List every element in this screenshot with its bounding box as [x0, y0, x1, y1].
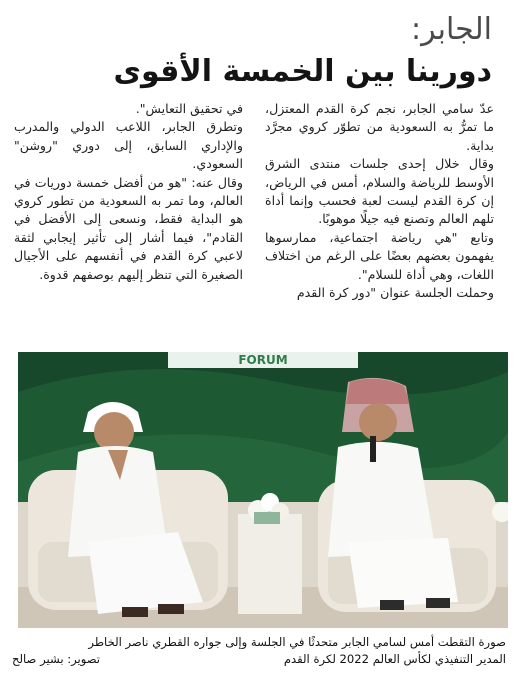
headline: [14, 8, 492, 92]
photo-illustration: [18, 352, 508, 628]
caption-line-2: المدير التنفيذي لكأس العالم 2022 لكرة القدم: [283, 652, 506, 666]
article-column-2: [14, 100, 243, 340]
paragraph: وحملت الجلسة عنوان "دور كرة القدم: [296, 285, 494, 301]
paragraph: عدّ سامي الجابر، نجم كرة القدم المعتزل، ما تمرُّ به السعودية من تطوّر كروي مجرَّد بداية.: [265, 101, 494, 153]
banner-text: FORUM: [238, 353, 288, 367]
paragraph: وقال خلال إحدى جلسات منتدى الشرق الأوسط للرياضة والسلام، أمس في الرياض، إن كرة القدم ليست لعبة فحسب وإنما أداة تلهم العالم وتصنع فيه جيلًا موهوبًا.: [265, 156, 494, 227]
article-column-1: [265, 100, 494, 340]
news-photo: [18, 352, 508, 628]
caption-line-1: صورة التقطت أمس لسامي الجابر متحدثًا في الجلسة وإلى جواره القطري ناصر الخاطر: [88, 635, 506, 649]
paragraph: وقال عنه: "هو من أفضل خمسة دوريات في العالم، وما تمر به السعودية من تطور كروي هو البداية فقط، ونسعى إلى الأفضل في القادم"، فيما أشار إلى تأثير إيجابي لثقة لاعبي كرة القدم في أنفسهم على الأجيال الصغيرة التي تنظر إليهم بوصفهم قدوة.: [14, 174, 243, 282]
paragraph: وتابع "هي رياضة اجتماعية، ممارسوها يفهمون بعضهم بعضًا على الرغم من اختلاف اللغات، وهي أداة للسلام".: [265, 229, 494, 282]
photo-credit: تصوير: بشير صالح: [12, 652, 101, 666]
article-body: [14, 100, 494, 340]
photo-caption: [12, 634, 506, 668]
headline-kicker: الجابر:: [411, 12, 492, 47]
paragraph: في تحقيق التعايش".: [135, 101, 243, 116]
headline-title: دورينا بين الخمسة الأقوى: [113, 54, 492, 89]
paragraph: وتطرق الجابر، اللاعب الدولي والمدرب والإداري السابق، إلى دوري "روشن" السعودي.: [14, 119, 243, 172]
